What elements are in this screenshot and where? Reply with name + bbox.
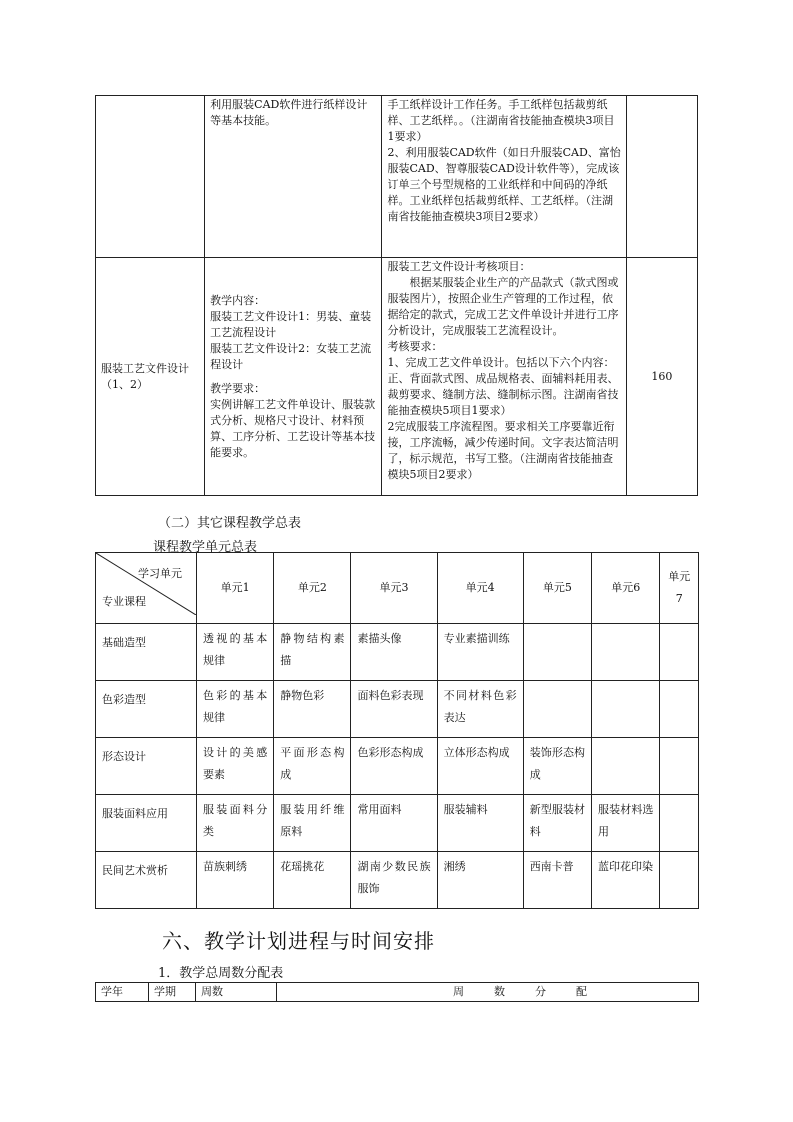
assessment-line: 服装工艺文件设计考核项目：	[387, 260, 531, 273]
diagonal-header-cell	[96, 553, 197, 624]
table-row	[96, 96, 698, 258]
unit-cell: 苗族刺绣	[197, 852, 274, 909]
table-row	[96, 738, 699, 795]
unit-cell	[660, 738, 699, 795]
unit-cell	[660, 795, 699, 852]
content-line: 实例讲解工艺文件单设计、服装款式分析、规格尺寸设计、材料预算、工序分析、工艺设计等基本技能要求。	[210, 397, 376, 459]
unit-cell: 色彩的基本规律	[197, 681, 274, 738]
unit-cell	[592, 681, 660, 738]
teaching-content-cell: 利用服装CAD软件进行纸样设计等基本技能。	[205, 96, 382, 258]
course-name: 服装面料应用	[96, 795, 197, 852]
unit-cell: 设计的美感要素	[197, 738, 274, 795]
unit-summary-table	[95, 552, 699, 909]
unit-cell	[523, 681, 591, 738]
table-title: 课程教学单元总表	[153, 540, 258, 555]
assessment-line: 1、完成工艺文件单设计。包括以下六个内容：正、背面款式图、成品规格表、面辅料耗用表、裁剪要求、缝制方法、缝制标示图。注湖南省技能抽查模块5项目1要求）	[387, 356, 619, 417]
unit-cell: 湘绣	[437, 852, 523, 909]
unit-cell	[660, 852, 699, 909]
unit-cell	[660, 681, 699, 738]
unit-cell: 服装材料选用	[592, 795, 660, 852]
unit-cell: 新型服装材料	[523, 795, 591, 852]
unit-cell: 服装用纤维原料	[274, 795, 351, 852]
table-row	[96, 624, 699, 681]
unit-cell: 静物结构素描	[274, 624, 351, 681]
teaching-content-cell	[205, 258, 382, 496]
content-line: 服装工艺文件设计2：女装工艺流程设计	[210, 341, 372, 371]
corner-label-bottom: 专业课程	[102, 595, 146, 608]
unit-cell: 静物色彩	[274, 681, 351, 738]
unit-cell	[523, 624, 591, 681]
unit-cell: 面料色彩表现	[351, 681, 437, 738]
subsection-title: 1．教学总周数分配表	[158, 966, 284, 981]
course-name: 色彩造型	[96, 681, 197, 738]
unit-cell: 常用面料	[351, 795, 437, 852]
header-cell-year: 学年	[96, 983, 149, 1002]
unit-header: 单元7	[660, 553, 699, 624]
unit-cell: 平面形态构成	[274, 738, 351, 795]
table-row	[96, 258, 698, 496]
unit-cell: 蓝印花印染	[592, 852, 660, 909]
unit-header: 单元2	[274, 553, 351, 624]
table-row	[96, 852, 699, 909]
hours-cell	[626, 96, 697, 258]
content-line: 教学要求：	[210, 381, 266, 395]
unit-cell: 湖南少数民族服饰	[351, 852, 437, 909]
unit-header: 单元6	[592, 553, 660, 624]
spacer	[210, 373, 376, 381]
content-line: 教学内容：	[210, 293, 266, 307]
unit-cell: 服装辅料	[437, 795, 523, 852]
assessment-line: 2、利用服装CAD软件（如日升服装CAD、富怡服装CAD、智尊服装CAD设计软件等），完成该订单三个号型规格的工业纸样和中间码的净纸样。工业纸样包括裁剪纸样、工艺纸样。（注湖南省技能抽查模块3项目2要求）	[387, 146, 621, 223]
unit-cell: 专业素描训练	[437, 624, 523, 681]
header-cell-weeks: 周数	[196, 983, 277, 1002]
course-name: 基础造型	[96, 624, 197, 681]
header-cell-distribution: 周数分配	[277, 983, 699, 1002]
corner-label-top: 学习单元	[138, 567, 182, 580]
chapter-title: 六、教学计划进程与时间安排	[162, 929, 435, 953]
course-name-cell: 服装工艺文件设计（1、2）	[96, 258, 205, 496]
assessment-line: 2完成服装工序流程图。要求相关工序要靠近衔接，工序流畅，减少传递时间。文字表达简洁明了，标示规范，书写工整。（注湖南省技能抽查模块5项目2要求）	[387, 420, 619, 481]
assessment-line: 手工纸样设计工作任务。手工纸样包括裁剪纸样、工艺纸样。。（注湖南省技能抽查模块3项目1要求）	[387, 98, 615, 143]
unit-cell: 西南卡普	[523, 852, 591, 909]
assessment-line: 考核要求：	[387, 340, 443, 353]
hours-cell: 160	[626, 258, 697, 496]
table-row	[96, 795, 699, 852]
content-line: 服装工艺文件设计1：男装、童装工艺流程设计	[210, 309, 372, 339]
section-title: （二）其它课程教学总表	[158, 516, 302, 531]
table-row	[96, 681, 699, 738]
table-header-row	[96, 553, 699, 624]
unit-cell	[592, 738, 660, 795]
course-name: 民间艺术赏析	[96, 852, 197, 909]
unit-cell: 透视的基本规律	[197, 624, 274, 681]
unit-cell: 服装面料分类	[197, 795, 274, 852]
course-name: 形态设计	[96, 738, 197, 795]
assessment-line: 根据某服装企业生产的产品款式（款式图或服装图片），按照企业生产管理的工作过程，依据给定的款式，完成工艺文件单设计并进行工序分析设计，完成服装工艺流程设计。	[387, 276, 619, 337]
unit-header: 单元5	[523, 553, 591, 624]
table-header-row	[96, 983, 699, 1002]
unit-cell	[592, 624, 660, 681]
assessment-cell	[382, 96, 626, 258]
unit-cell: 素描头像	[351, 624, 437, 681]
unit-cell	[660, 624, 699, 681]
unit-header: 单元4	[437, 553, 523, 624]
unit-cell: 不同材料色彩表达	[437, 681, 523, 738]
weeks-table	[95, 982, 699, 1002]
course-name-cell	[96, 96, 205, 258]
header-cell-term: 学期	[149, 983, 196, 1002]
unit-header: 单元3	[351, 553, 437, 624]
unit-cell: 色彩形态构成	[351, 738, 437, 795]
unit-cell: 装饰形态构成	[523, 738, 591, 795]
course-detail-table	[95, 95, 698, 496]
unit-header: 单元1	[197, 553, 274, 624]
unit-cell: 立体形态构成	[437, 738, 523, 795]
assessment-cell	[382, 258, 626, 496]
unit-cell: 花瑶挑花	[274, 852, 351, 909]
